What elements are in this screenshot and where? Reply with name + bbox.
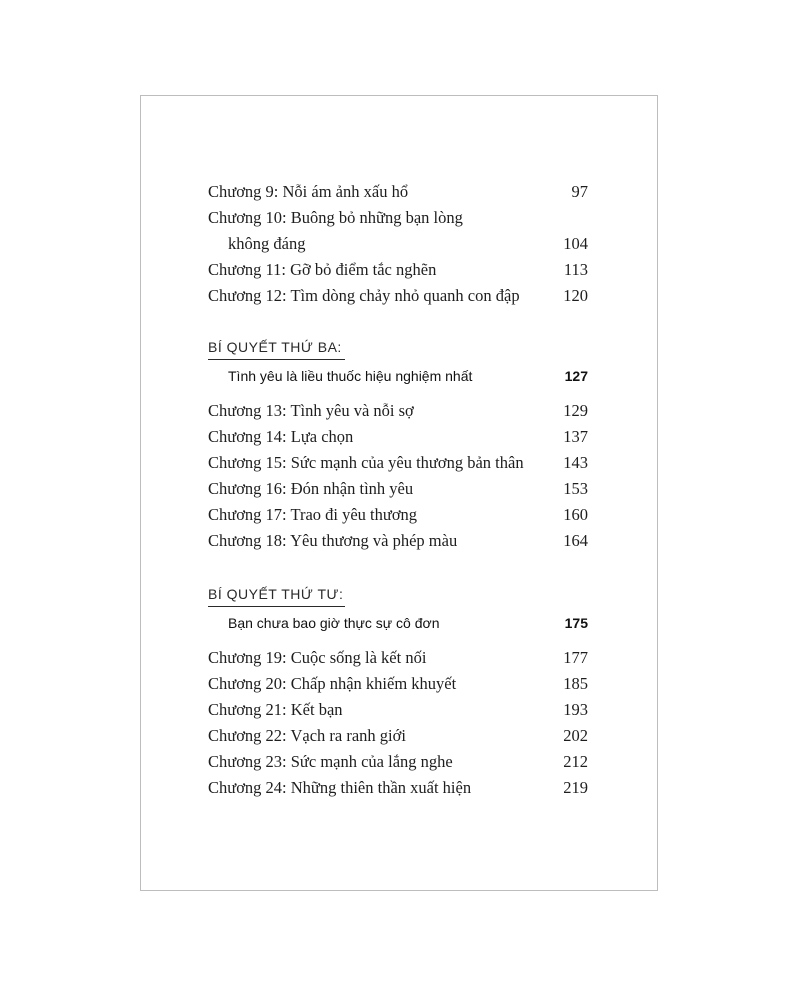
- toc-entry-ch9[interactable]: [208, 179, 588, 205]
- toc-entry-ch22[interactable]: [208, 723, 588, 749]
- section-four: [208, 585, 588, 631]
- section-divider: [208, 359, 345, 360]
- toc-entry-label: Chương 20: Chấp nhận khiếm khuyết: [208, 674, 457, 693]
- toc-entry-ch10[interactable]: [208, 205, 588, 257]
- toc-entry-label: Chương 22: Vạch ra ranh giới: [208, 726, 406, 745]
- toc-entry-label: Chương 23: Sức mạnh của lắng nghe: [208, 752, 453, 771]
- toc-entry-page: 143: [563, 453, 588, 472]
- toc-entry-ch19[interactable]: [208, 645, 588, 671]
- toc-entry-label: Chương 11: Gỡ bỏ điểm tắc nghẽn: [208, 260, 437, 279]
- toc-entry-ch21[interactable]: [208, 697, 588, 723]
- section-heading: BÍ QUYẾT THỨ BA:: [208, 339, 342, 355]
- toc-entry-page: 129: [563, 401, 588, 420]
- section-divider: [208, 606, 345, 607]
- section-title[interactable]: [208, 368, 588, 384]
- toc-entry-ch11[interactable]: [208, 257, 588, 283]
- section-heading: BÍ QUYẾT THỨ TƯ:: [208, 586, 344, 602]
- toc-entry-ch24[interactable]: [208, 775, 588, 801]
- toc-entry-ch15[interactable]: [208, 450, 588, 476]
- toc-entry-ch14[interactable]: [208, 424, 588, 450]
- toc-entry-page: 185: [563, 674, 588, 693]
- section-title-text: Tình yêu là liều thuốc hiệu nghiệm nhất: [228, 368, 473, 384]
- toc-entry-page: 164: [563, 531, 588, 550]
- toc-entry-label: Chương 19: Cuộc sống là kết nối: [208, 648, 427, 667]
- toc-entry-label: Chương 15: Sức mạnh của yêu thương bản thân: [208, 453, 524, 472]
- section-title-page: 175: [564, 615, 588, 631]
- toc-entry-ch12[interactable]: [208, 283, 588, 309]
- toc-entry-label: Chương 24: Những thiên thần xuất hiện: [208, 778, 472, 797]
- toc-entry-label: Chương 18: Yêu thương và phép màu: [208, 531, 458, 550]
- toc-entry-ch13[interactable]: [208, 398, 588, 424]
- toc-entry-page: 104: [563, 234, 588, 253]
- toc-entry-label-line2: không đáng: [228, 234, 306, 253]
- toc-entry-label-line1: Chương 10: Buông bỏ những bạn lòng: [208, 208, 463, 227]
- toc-entry-page: 219: [563, 778, 588, 797]
- toc-entry-label: Chương 16: Đón nhận tình yêu: [208, 479, 414, 498]
- toc-entry-ch18[interactable]: [208, 528, 588, 554]
- toc-entry-ch17[interactable]: [208, 502, 588, 528]
- toc-entry-page: 177: [563, 648, 588, 667]
- toc-entry-page: 120: [563, 286, 588, 305]
- book-page: [140, 95, 658, 891]
- toc-entry-label: Chương 21: Kết bạn: [208, 700, 343, 719]
- toc-entry-page: 137: [563, 427, 588, 446]
- section-title-page: 127: [564, 368, 588, 384]
- toc-entry-page: 97: [571, 182, 588, 201]
- toc-entry-ch20[interactable]: [208, 671, 588, 697]
- toc-entry-label: Chương 14: Lựa chọn: [208, 427, 354, 446]
- section-title[interactable]: [208, 615, 588, 631]
- toc-entry-ch23[interactable]: [208, 749, 588, 775]
- toc-entry-page: 153: [563, 479, 588, 498]
- toc-entry-page: 212: [563, 752, 588, 771]
- toc-entry-label: Chương 9: Nỗi ám ảnh xấu hổ: [208, 182, 409, 201]
- toc-entry-page: 202: [563, 726, 588, 745]
- toc-entry-label: Chương 13: Tình yêu và nỗi sợ: [208, 401, 414, 420]
- toc-entry-ch16[interactable]: [208, 476, 588, 502]
- section-title-text: Bạn chưa bao giờ thực sự cô đơn: [228, 615, 440, 631]
- table-of-contents: [208, 179, 588, 801]
- toc-entry-page: 113: [563, 260, 588, 279]
- toc-entry-label: Chương 12: Tìm dòng chảy nhỏ quanh con đập: [208, 286, 520, 305]
- toc-entry-label: Chương 17: Trao đi yêu thương: [208, 505, 418, 524]
- section-three: [208, 338, 588, 384]
- toc-entry-page: 160: [563, 505, 588, 524]
- toc-entry-page: 193: [563, 700, 588, 719]
